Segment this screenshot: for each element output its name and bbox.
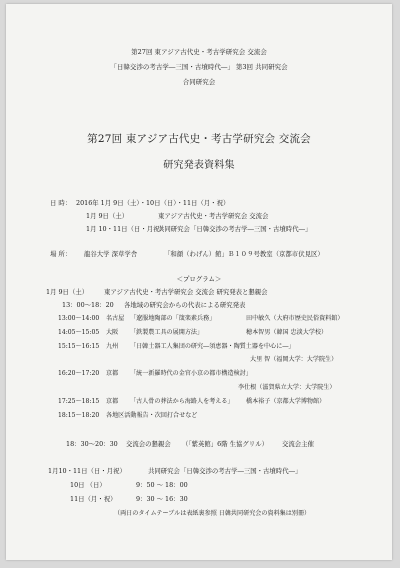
day2-date: 1月 10・11日（日・月祝） bbox=[86, 225, 166, 233]
party-time: 18：30～20：30 bbox=[66, 440, 118, 448]
venue-hall: 「和顔（わげん）館」Ｂ１０９号教室（京都市伏見区） bbox=[164, 250, 324, 258]
document-page bbox=[6, 4, 392, 560]
party-host: 交流会主催 bbox=[282, 440, 314, 448]
party-title: 交流会の懇親会 bbox=[126, 440, 171, 448]
talk-place: 京都 bbox=[106, 370, 119, 377]
program-heading: ＜プログラム＞ bbox=[176, 275, 222, 283]
talk-speaker: 大里 智（福岡大学：大学院生） bbox=[250, 356, 338, 363]
venue-org: 龍谷大学 深草学舎 bbox=[84, 250, 138, 258]
talk-title: 「遼服地陶部の「筬楽素兵務」 bbox=[130, 315, 216, 322]
talk-title: 「鉄製農工具の展開方法」 bbox=[130, 329, 204, 336]
talk-title: 「統一新羅時代の金官小京の都市構造検討」 bbox=[130, 370, 252, 377]
header-line-1: 第27回 東アジア古代史・考古学研究会 交流会 bbox=[131, 48, 267, 56]
program-day1-title: 東アジア古代史・考古学研究会 交流会 研究発表と懇親会 bbox=[104, 288, 268, 296]
talk-speaker: 橋本裕子（京都大学博物館） bbox=[246, 398, 326, 405]
talk-time: 14:05～15:05 bbox=[58, 329, 100, 336]
date-label: 日 時： bbox=[50, 199, 72, 207]
program-day2-title: 共同研究会「日韓交渉の考古学―三国・古墳時代―」 bbox=[148, 467, 302, 475]
day1-date: 1月 9日（土） bbox=[86, 212, 129, 220]
talk-time: 17:25～18:15 bbox=[58, 398, 100, 405]
talk-title: 各地区活動報告・次回打合せなど bbox=[106, 412, 198, 419]
document-subtitle: 研究発表資料集 bbox=[163, 160, 235, 171]
talk-place: 九州 bbox=[106, 343, 119, 350]
talk-time: 15:15～16:15 bbox=[58, 343, 100, 350]
program-day2-date: 1月10・11日（日・月祝） bbox=[48, 467, 126, 475]
talk-place: 名古屋 bbox=[106, 315, 125, 322]
day2-event: 共同研究会「日韓交渉の考古学―三国・古墳時代―」 bbox=[158, 225, 312, 233]
day2-monday-time: 9：30 ～ 16：30 bbox=[136, 495, 188, 503]
header-line-2: 「日韓交渉の考古学―三国・古墳時代―」 第3回 共同研究会 bbox=[110, 63, 288, 71]
program-day1-desc: 各地域の研究会からの代表による研究発表 bbox=[124, 301, 246, 309]
day2-monday-label: 11日（月・祝） bbox=[70, 495, 117, 503]
date-main: 2016年 1月 9日（土）・10日（日）・11日（月・祝） bbox=[76, 199, 230, 207]
talk-place: 京都 bbox=[106, 398, 119, 405]
talk-time: 16:20～17:20 bbox=[58, 370, 100, 377]
venue-label: 場 所： bbox=[50, 250, 72, 258]
document-title: 第27回 東アジア古代史・考古学研究会 交流会 bbox=[87, 133, 311, 145]
talk-title: 「古人骨の葬法から海路人を考える」 bbox=[130, 398, 234, 405]
talk-speaker: 李仕根（滋賀県立大学：大学院生） bbox=[238, 384, 336, 391]
day2-sunday-time: 9：50 ～ 18：00 bbox=[136, 481, 188, 489]
talk-time: 13:00～14:00 bbox=[58, 315, 100, 322]
talk-speaker: 穂本智男（韓国 忠淡大学校） bbox=[246, 329, 328, 336]
party-place: （「紫英館」6階 生協グリル） bbox=[182, 440, 268, 448]
talk-time: 18:15～18:20 bbox=[58, 412, 100, 419]
talk-place: 大阪 bbox=[106, 329, 119, 336]
day1-event: 東アジア古代史・考古学研究会 交流会 bbox=[158, 212, 269, 220]
footnote: （両日のタイムテーブルは表紙裏参照 日韓共同研究会の資料集は別冊） bbox=[114, 510, 311, 517]
talk-title: 「日韓土器工人集団の研究―須恵器・陶質土器を中心に―」 bbox=[130, 343, 295, 350]
program-day1-date: 1月 9日（土） bbox=[46, 288, 89, 296]
talk-speaker: 田中敏久（大府市歴史民俗資料館） bbox=[246, 315, 344, 322]
day2-sunday-label: 10日 （日） bbox=[70, 481, 106, 489]
program-day1-time: 13：00～18：20 bbox=[62, 301, 114, 309]
header-line-3: 合同研究会 bbox=[182, 78, 216, 86]
